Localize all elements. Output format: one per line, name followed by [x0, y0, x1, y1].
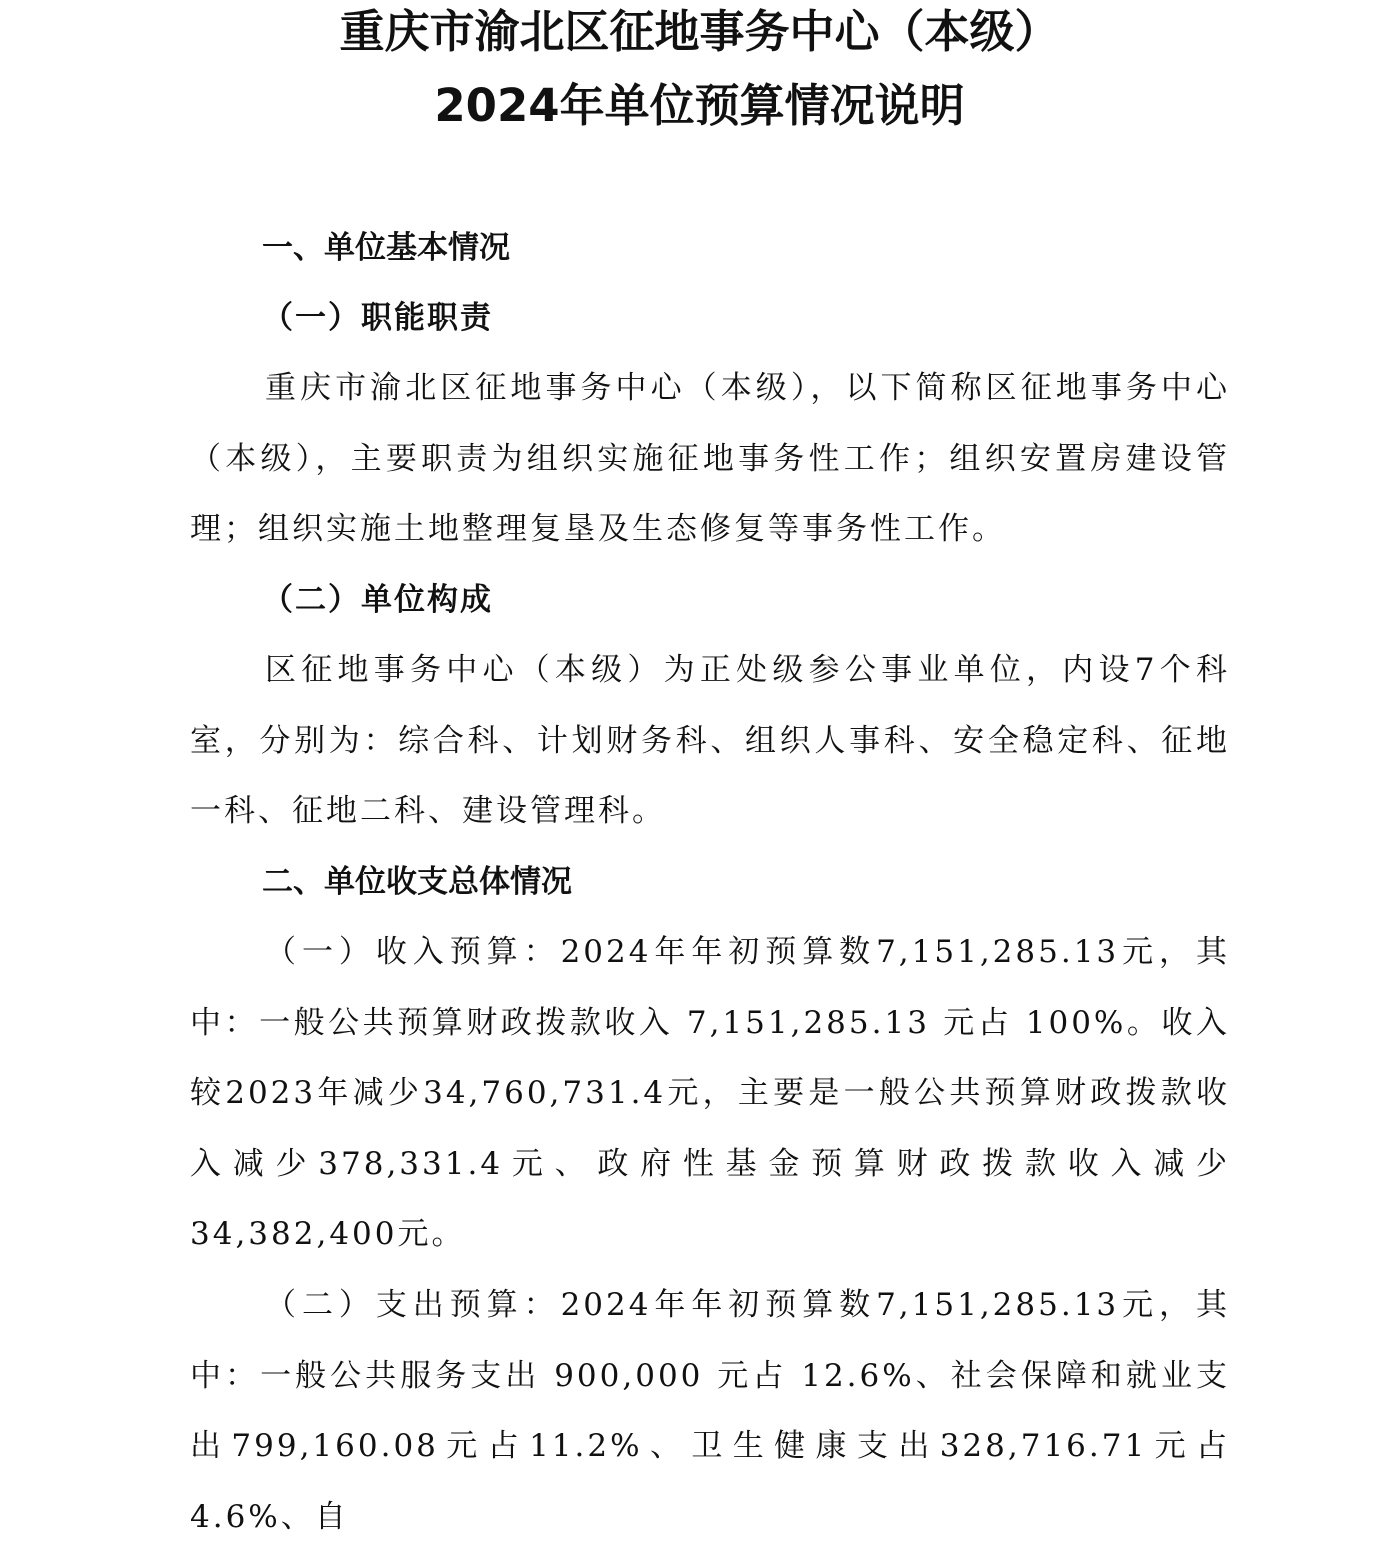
section-heading-basic-info: 一、单位基本情况: [262, 230, 510, 266]
title-line-1: 重庆市渝北区征地事务中心（本级）: [339, 5, 1060, 58]
paragraph-income-budget: （一）收入预算：2024年年初预算数7,151,285.13元，其中：一般公共预算财政拨款收入 7,151,285.13 元占 100%。收入较2023年减少34,760,731.4元，主要是一般公共预算财政拨款收入减少378,331.4元、政府性基金预算财政拨款收入减少34,382,400元。: [190, 934, 1230, 1252]
title-line-2: 2024年单位预算情况说明: [434, 79, 965, 132]
document-title: [0, 2, 1399, 150]
paragraph-expense-budget: （二）支出预算：2024年年初预算数7,151,285.13元，其中：一般公共服务支出 900,000 元占 12.6%、社会保障和就业支出799,160.08元占11.2%、卫生健康支出328,716.71元占4.6%、自: [190, 1287, 1230, 1535]
section-heading-budget-overview: 二、单位收支总体情况: [262, 864, 572, 900]
paragraph-composition: 区征地事务中心（本级）为正处级参公事业单位，内设7个科室，分别为：综合科、计划财务科、组织人事科、安全稳定科、征地一科、征地二科、建设管理科。: [190, 652, 1230, 829]
subheading-functions: （一）职能职责: [262, 300, 493, 336]
paragraph-functions: 重庆市渝北区征地事务中心（本级），以下简称区征地事务中心（本级），主要职责为组织实施征地事务性工作；组织安置房建设管理；组织实施土地整理复垦及生态修复等事务性工作。: [190, 370, 1230, 547]
subheading-composition: （二）单位构成: [262, 582, 493, 618]
